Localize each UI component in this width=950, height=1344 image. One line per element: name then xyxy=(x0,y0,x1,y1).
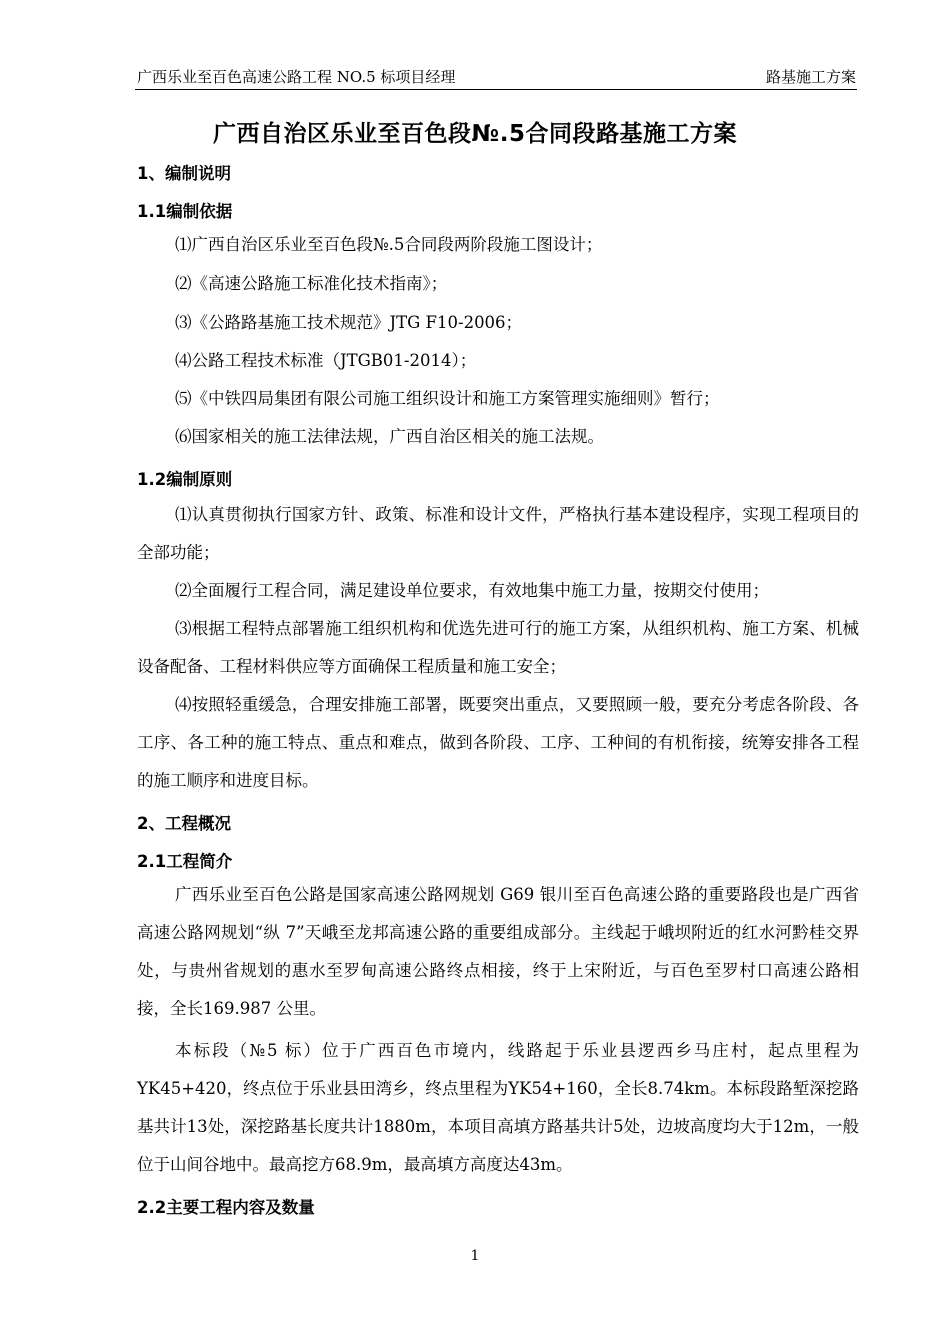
basis-item-2: ⑵《高速公路施工标准化技术指南》； xyxy=(175,274,448,293)
section-heading-2: 2、工程概况 xyxy=(137,814,231,833)
section-heading-2-1: 2.1工程简介 xyxy=(137,852,233,871)
section-heading-2-2: 2.2主要工程内容及数量 xyxy=(137,1198,315,1217)
overview-paragraph-2: 本标段（№5 标）位于广西百色市境内，线路起于乐业县逻西乡马庄村，起点里程为YK45+420，终点位于乐业县田湾乡，终点里程为YK54+160，全长8.74km。本标段路堑深挖路基共计13处，深挖路基长度共计1880m，本项目高填方路基共计5处，边坡高度均大于12m，一般位于山间谷地中。最高挖方68.9m，最高填方高度达43m。 xyxy=(137,1041,859,1174)
header-left-text: 广西乐业至百色高速公路工程 NO.5 标项目经理 xyxy=(137,68,456,86)
basis-item-1: ⑴广西自治区乐业至百色段№.5合同段两阶段施工图设计； xyxy=(175,235,603,254)
overview-paragraph-1: 广西乐业至百色公路是国家高速公路网规划 G69 银川至百色高速公路的重要路段也是广西省高速公路网规划“纵 7”天峨至龙邦高速公路的重要组成部分。主线起于峨坝附近的红水河黔桂交界处，与贵州省规划的惠水至罗甸高速公路终点相接，终于上宋附近，与百色至罗村口高速公路相接，全长169.987 公里。 xyxy=(137,885,859,1018)
page-number: 1 xyxy=(470,1248,480,1264)
section-heading-1: 1、编制说明 xyxy=(137,164,231,183)
basis-item-3: ⑶《公路路基施工技术规范》JTG F10-2006； xyxy=(175,313,523,332)
principle-item-3: ⑶根据工程特点部署施工组织机构和优选先进可行的施工方案，从组织机构、施工方案、机械设备配备、工程材料供应等方面确保工程质量和施工安全； xyxy=(137,619,859,676)
principle-item-4: ⑷按照轻重缓急，合理安排施工部署，既要突出重点，又要照顾一般，要充分考虑各阶段、各工序、各工种的施工特点、重点和难点，做到各阶段、工序、工种间的有机衔接，统筹安排各工程的施工顺序和进度目标。 xyxy=(137,695,859,790)
principle-item-1: ⑴认真贯彻执行国家方针、政策、标准和设计文件，严格执行基本建设程序，实现工程项目的全部功能； xyxy=(137,505,859,562)
basis-item-4: ⑷公路工程技术标准（JTGB01-2014）； xyxy=(175,351,477,370)
section-heading-1-2: 1.2编制原则 xyxy=(137,470,233,489)
document-title: 广西自治区乐业至百色段№.5合同段路基施工方案 xyxy=(213,121,737,147)
section-heading-1-1: 1.1编制依据 xyxy=(137,202,233,221)
basis-item-6: ⑹国家相关的施工法律法规，广西自治区相关的施工法规。 xyxy=(175,427,604,446)
header-right-text: 路基施工方案 xyxy=(765,68,856,86)
basis-item-5: ⑸《中铁四局集团有限公司施工组织设计和施工方案管理实施细则》暂行； xyxy=(175,389,720,408)
principle-item-2: ⑵全面履行工程合同，满足建设单位要求，有效地集中施工力量，按期交付使用； xyxy=(175,581,769,600)
header-divider xyxy=(135,89,857,90)
